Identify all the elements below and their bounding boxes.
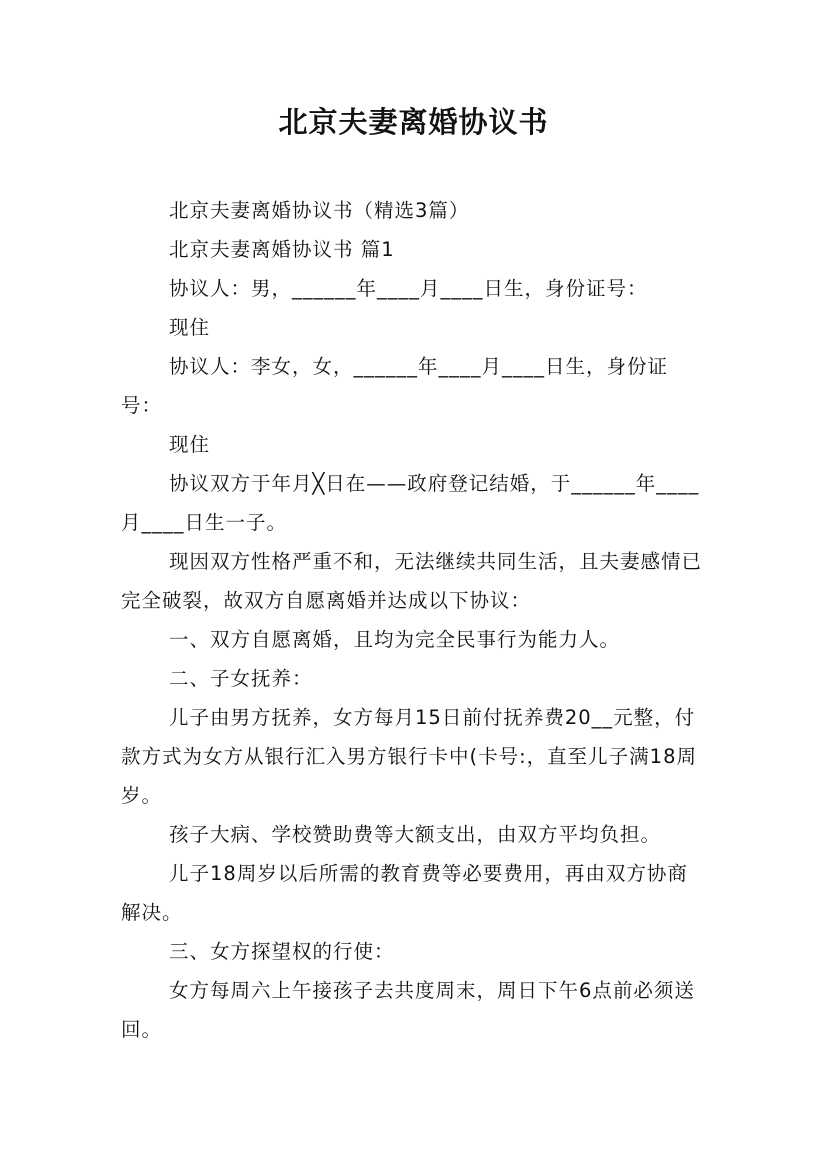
- paragraph-address-female: 现住: [169, 433, 211, 456]
- paragraph-child-support: 儿子由男方抚养，女方每月15日前付抚养费20__元整，付款方式为女方从银行汇入男方银行卡中(卡号:，直至儿子满18周岁。: [121, 706, 697, 807]
- paragraph-address-male: 现住: [169, 316, 211, 339]
- paragraph-section-heading: 北京夫妻离婚协议书 篇1: [169, 238, 395, 261]
- paragraph-clause-3-heading: 三、女方探望权的行使：: [169, 940, 395, 963]
- document-title: 北京夫妻离婚协议书: [278, 105, 549, 139]
- paragraph-education-costs: 儿子18周岁以后所需的教育费等必要费用，再由双方协商解决。: [121, 862, 688, 924]
- paragraph-party-female: 协议人：李女，女，______年____月____日生，身份证号：: [121, 355, 669, 417]
- paragraph-clause-2-heading: 二、子女抚养：: [169, 667, 313, 690]
- document-body: [121, 191, 706, 1049]
- paragraph-reason: 现因双方性格严重不和，无法继续共同生活，且夫妻感情已完全破裂，故双方自愿离婚并达成以下协议：: [121, 550, 703, 612]
- paragraph-clause-1: 一、双方自愿离婚，且均为完全民事行为能力人。: [169, 628, 621, 651]
- paragraph-visitation: 女方每周六上午接孩子去共度周末，周日下午6点前必须送回。: [121, 979, 695, 1041]
- paragraph-subtitle: 北京夫妻离婚协议书（精选3篇）: [169, 199, 470, 222]
- paragraph-party-male: 协议人：男，______年____月____日生，身份证号：: [169, 277, 648, 300]
- paragraph-major-expenses: 孩子大病、学校赞助费等大额支出，由双方平均负担。: [169, 823, 662, 846]
- paragraph-marriage: 协议双方于年月╳日在——政府登记结婚，于______年____月____日生一子。: [121, 472, 700, 534]
